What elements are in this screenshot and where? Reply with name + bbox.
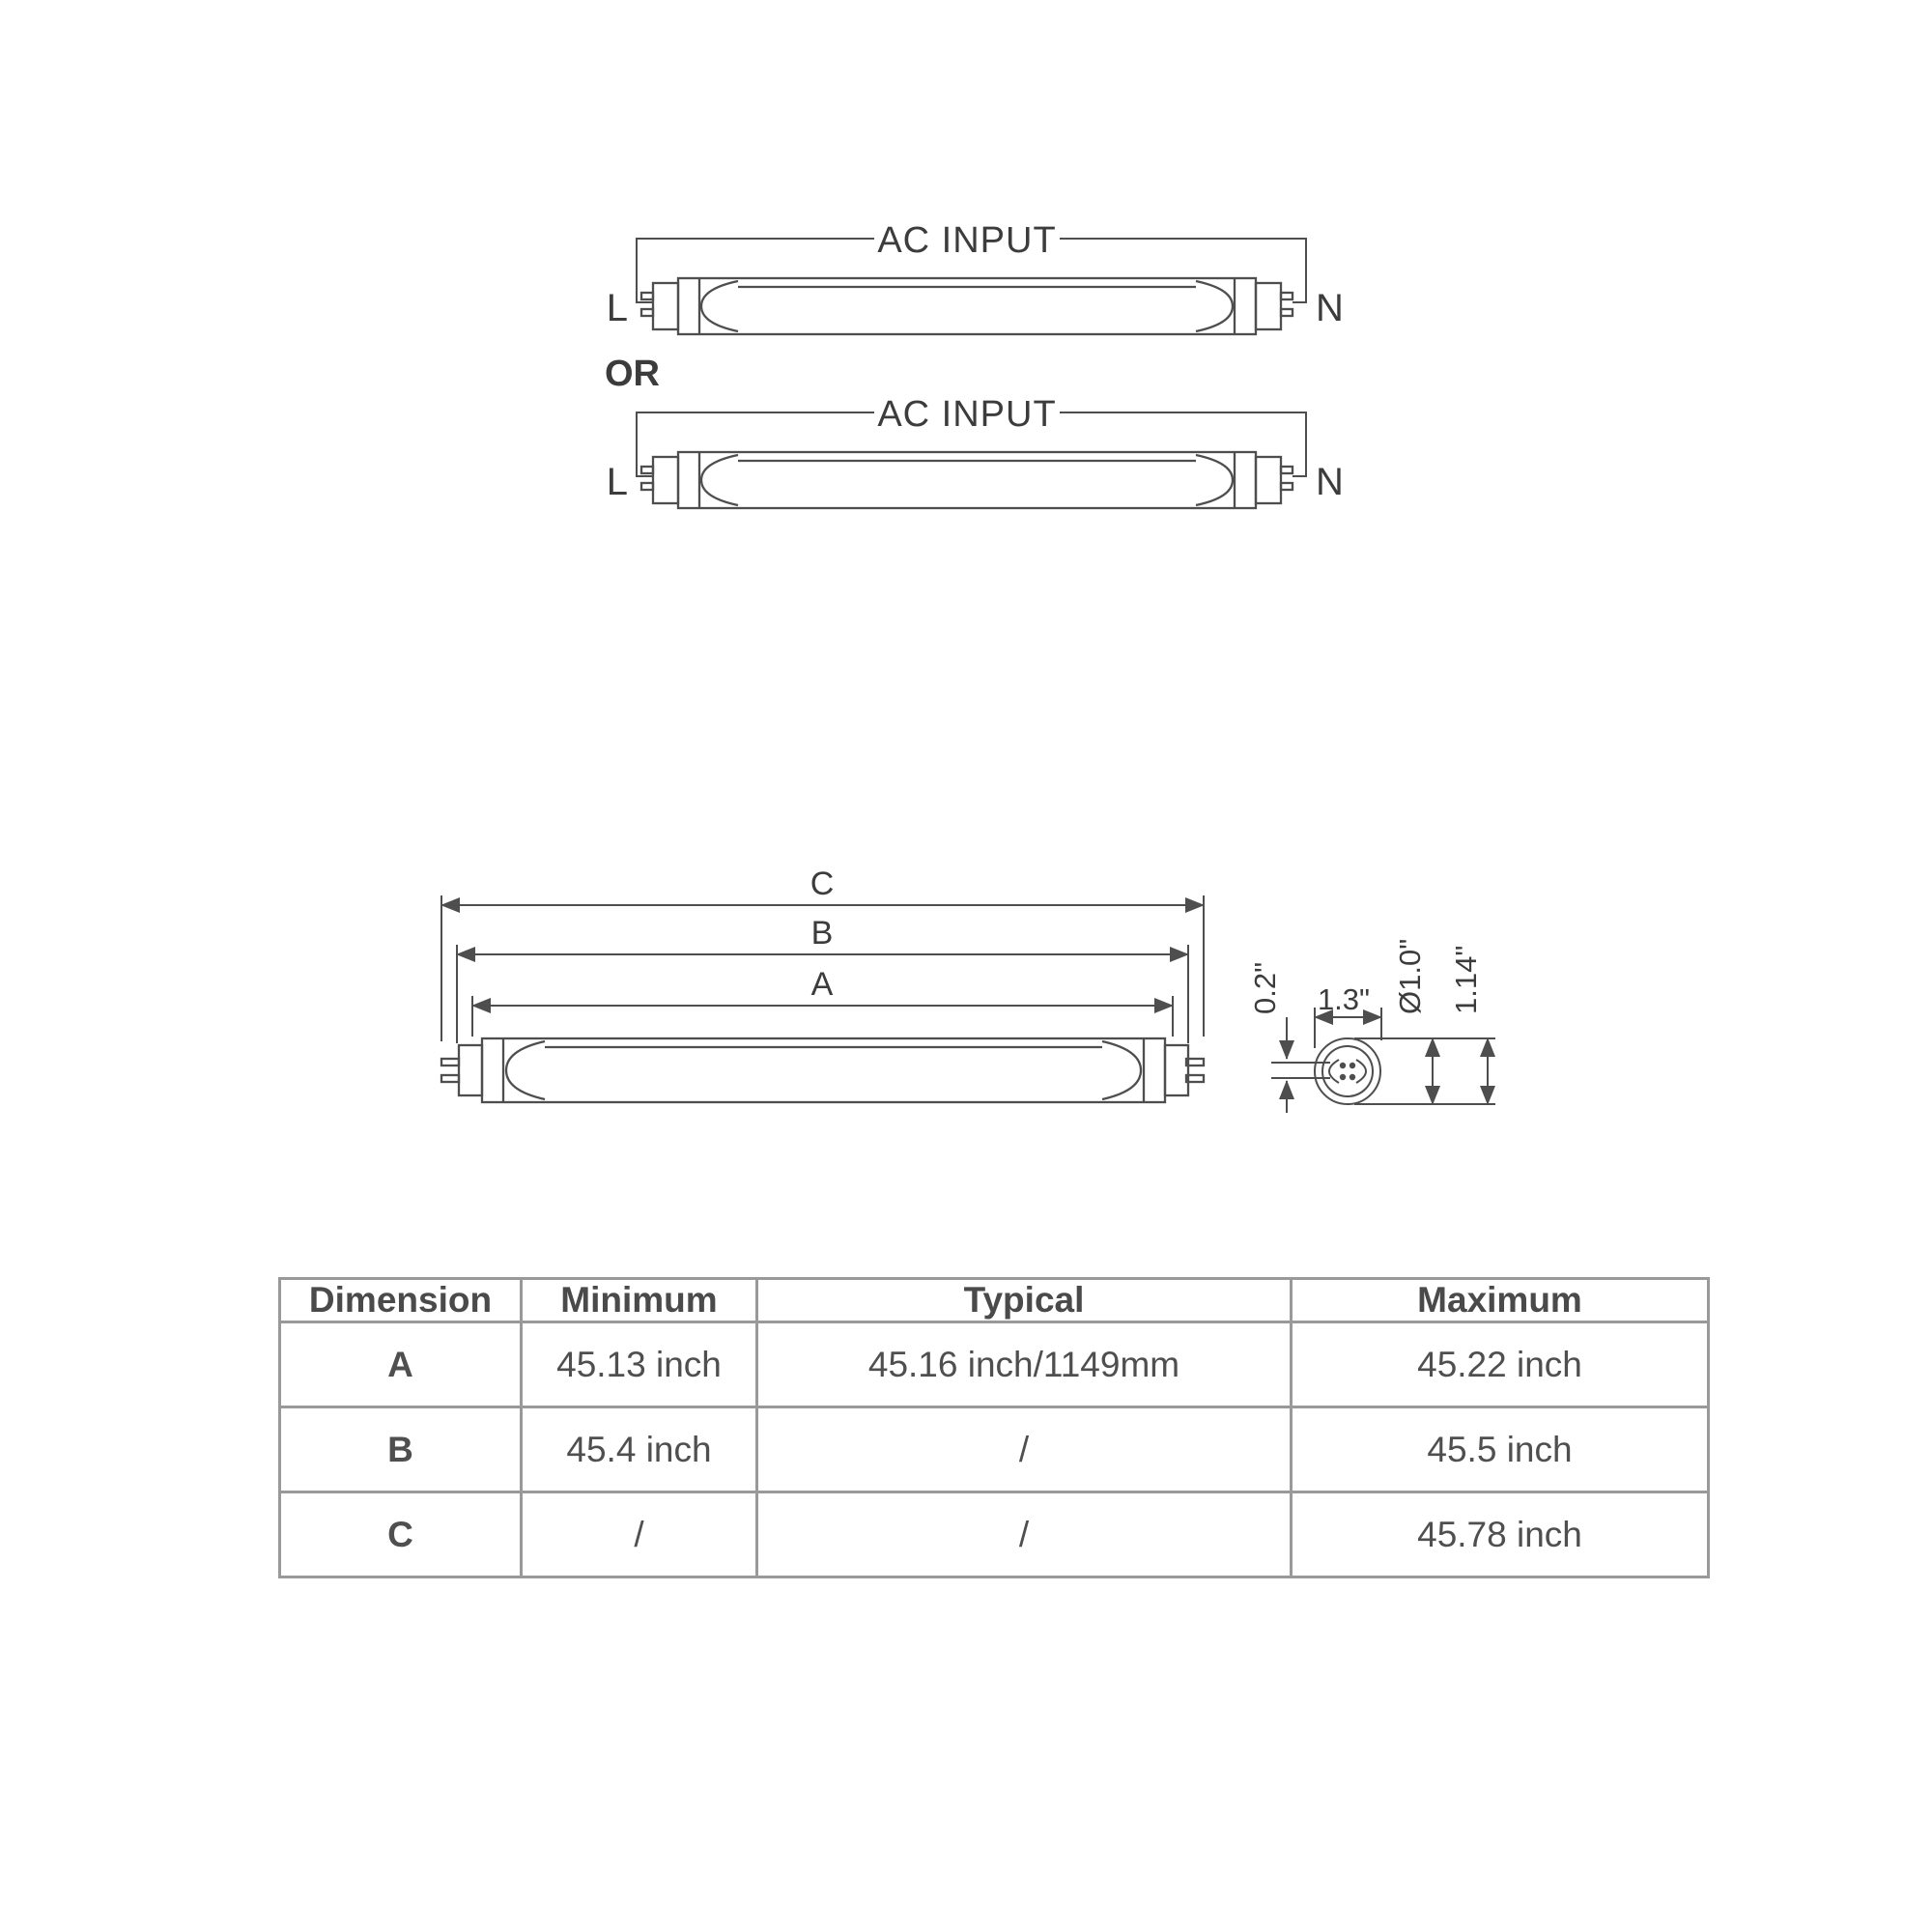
dim-label-c: C xyxy=(810,866,835,902)
tube-end-view xyxy=(1271,1008,1495,1113)
header-minimum: Minimum xyxy=(522,1279,757,1322)
cell-maximum: 45.22 inch xyxy=(1292,1322,1709,1407)
dim-label-a: A xyxy=(810,966,834,1003)
table-row xyxy=(280,1407,1709,1492)
terminal-l-label-2: L xyxy=(606,461,628,503)
header-typical: Typical xyxy=(757,1279,1292,1322)
header-maximum: Maximum xyxy=(1292,1279,1709,1322)
header-dimension: Dimension xyxy=(280,1279,522,1322)
ac-input-label-1: AC INPUT xyxy=(877,220,1057,261)
ac-input-label-2: AC INPUT xyxy=(877,394,1057,435)
cell-maximum: 45.78 inch xyxy=(1292,1492,1709,1577)
cell-minimum: / xyxy=(522,1492,757,1577)
wiring-diagram-1 xyxy=(607,220,1344,334)
pin-spacing-label: 0.2" xyxy=(1248,961,1282,1014)
dim-label-b: B xyxy=(810,915,834,952)
overall-height-label: 1.14" xyxy=(1449,945,1483,1014)
cell-dimension: B xyxy=(280,1407,522,1492)
dimensions-table xyxy=(278,1277,1707,1578)
cell-typical: / xyxy=(757,1407,1292,1492)
tube-side-view xyxy=(441,1038,1204,1102)
cell-dimension: C xyxy=(280,1492,522,1577)
cell-typical: / xyxy=(757,1492,1292,1577)
terminal-n-label-1: N xyxy=(1316,287,1344,329)
cell-typical: 45.16 inch/1149mm xyxy=(757,1322,1292,1407)
table-row xyxy=(280,1322,1709,1407)
table-header-row xyxy=(280,1279,1709,1322)
wiring-diagram xyxy=(570,203,1410,560)
end-view-pin-right xyxy=(1356,1060,1366,1083)
diameter-label: Ø1.0" xyxy=(1393,938,1427,1014)
table-row xyxy=(280,1492,1709,1577)
wiring-diagram-2 xyxy=(607,394,1344,508)
end-view-pin-left xyxy=(1329,1060,1339,1083)
terminal-n-label-2: N xyxy=(1316,461,1344,503)
dimension-drawing xyxy=(406,850,1565,1179)
terminal-l-label-1: L xyxy=(606,287,628,329)
cell-minimum: 45.13 inch xyxy=(522,1322,757,1407)
cap-width-label: 1.3" xyxy=(1317,982,1371,1016)
or-label: OR xyxy=(605,354,660,394)
cell-maximum: 45.5 inch xyxy=(1292,1407,1709,1492)
cell-dimension: A xyxy=(280,1322,522,1407)
cell-minimum: 45.4 inch xyxy=(522,1407,757,1492)
